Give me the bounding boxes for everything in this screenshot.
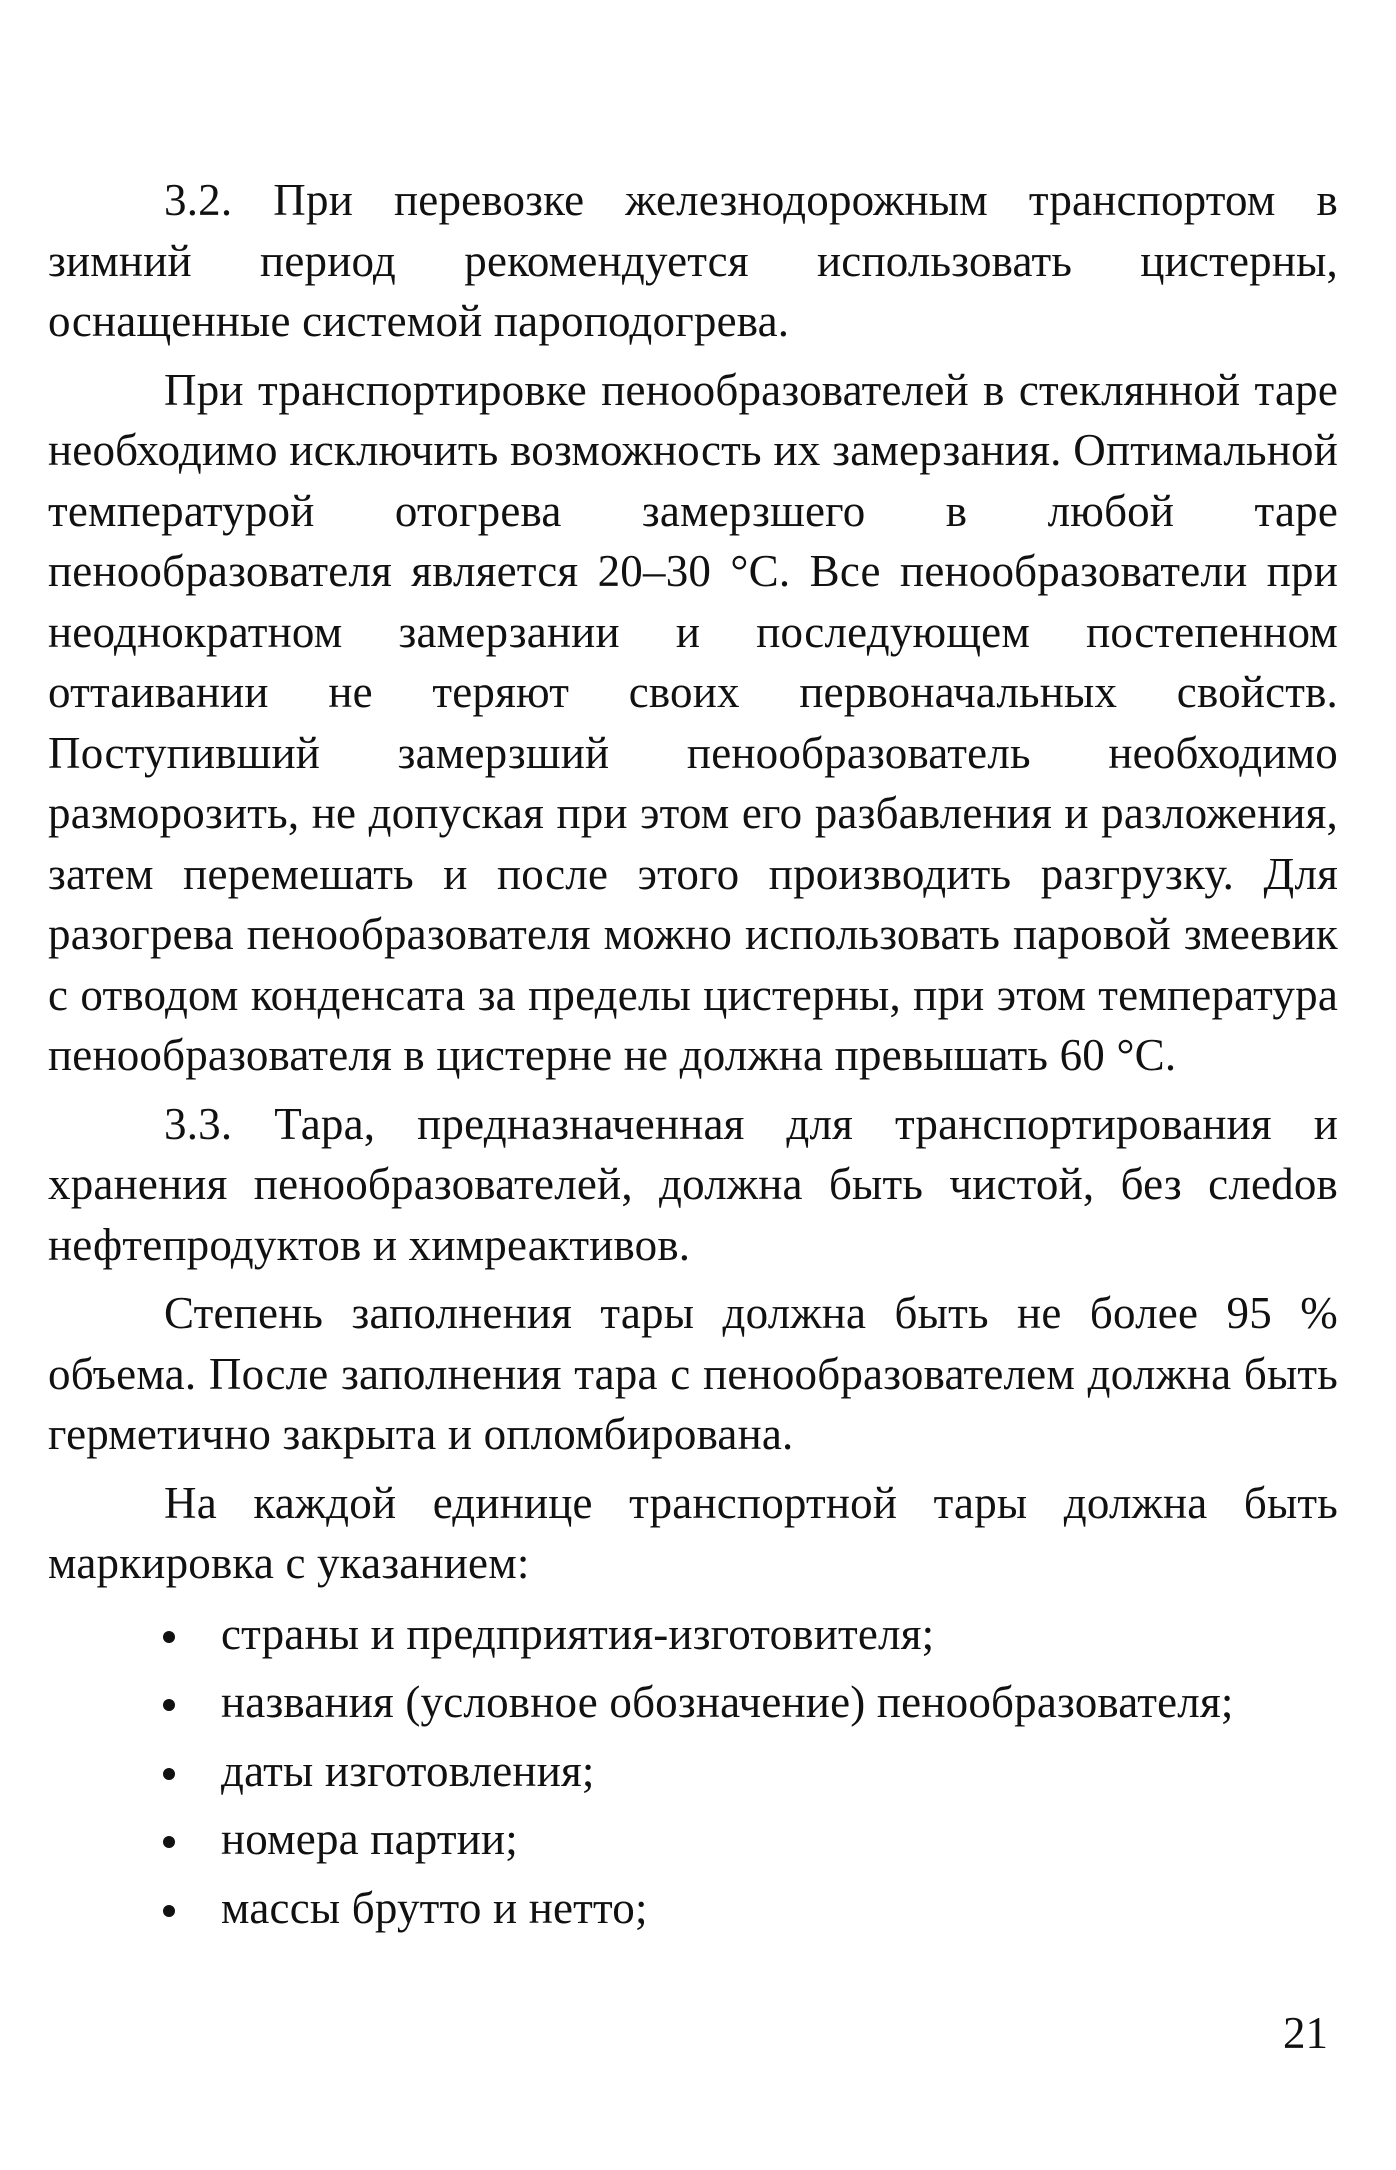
bullet-icon [163, 1699, 175, 1711]
paragraph-3-2: 3.2. При перевозке железнодорожным транспортом в зимний период рекомендуется использовать цистерны, оснащенные системой пароподогрева. [48, 175, 1338, 346]
list-item-text: названия (условное обозначение) пенообразователя; [221, 1677, 1234, 1727]
bullet-icon [163, 1836, 175, 1848]
paragraph-3-3: 3.3. Тара, предназначенная для транспортирования и хранения пенообразователей, должна быть чистой, без слеdов нефтепродуктов и химреактивов. [48, 1098, 1338, 1270]
list-item [48, 1672, 1338, 1733]
list-item [48, 1878, 1338, 1939]
list-item-text: страны и предприятия-изготовителя; [221, 1608, 935, 1659]
bullet-icon [163, 1631, 175, 1643]
bullet-icon [163, 1768, 175, 1780]
paragraph-marking: На каждой единице транспортной тары должна быть маркировка с указанием: [48, 1477, 1338, 1588]
paragraph-glass-containers: При транспортировке пенообразователей в стеклянной таре необходимо исключить возможность их замерзания. Оптимальной температурой отогрева замерзшего в любой таре пенообразователя является 20–30 °С. Все пенообразователи при неоднократном замерзании и последующем постепенном оттаивании не теряют своих первоначальных свойств. Поступивший замерзший пенообразователь необходимо разморозить, не допуская при этом его разбавления и разложения, затем перемешать и после этого производить разгрузку. Для разогрева пенообразователя можно использовать паровой змеевик с отводом конденсата за пределы цистерны, при этом температура пенообразователя в цистерне не должна превышать 60 °С. [48, 364, 1338, 1080]
list-item [48, 1604, 1338, 1665]
list-item [48, 1809, 1338, 1870]
page-number: 21 [1283, 2008, 1328, 2058]
paragraph-fill-degree: Степень заполнения тары должна быть не более 95 % объема. После заполнения тара с пенообразователем должна быть герметично закрыта и опломбирована. [48, 1288, 1338, 1459]
body-text [48, 170, 1338, 1946]
bullet-icon [163, 1905, 175, 1917]
marking-list [48, 1604, 1338, 1939]
list-item-text: массы брутто и нетто; [221, 1882, 648, 1933]
list-item [48, 1741, 1338, 1802]
list-item-text: номера партии; [221, 1814, 518, 1864]
list-item-text: даты изготовления; [221, 1745, 595, 1796]
